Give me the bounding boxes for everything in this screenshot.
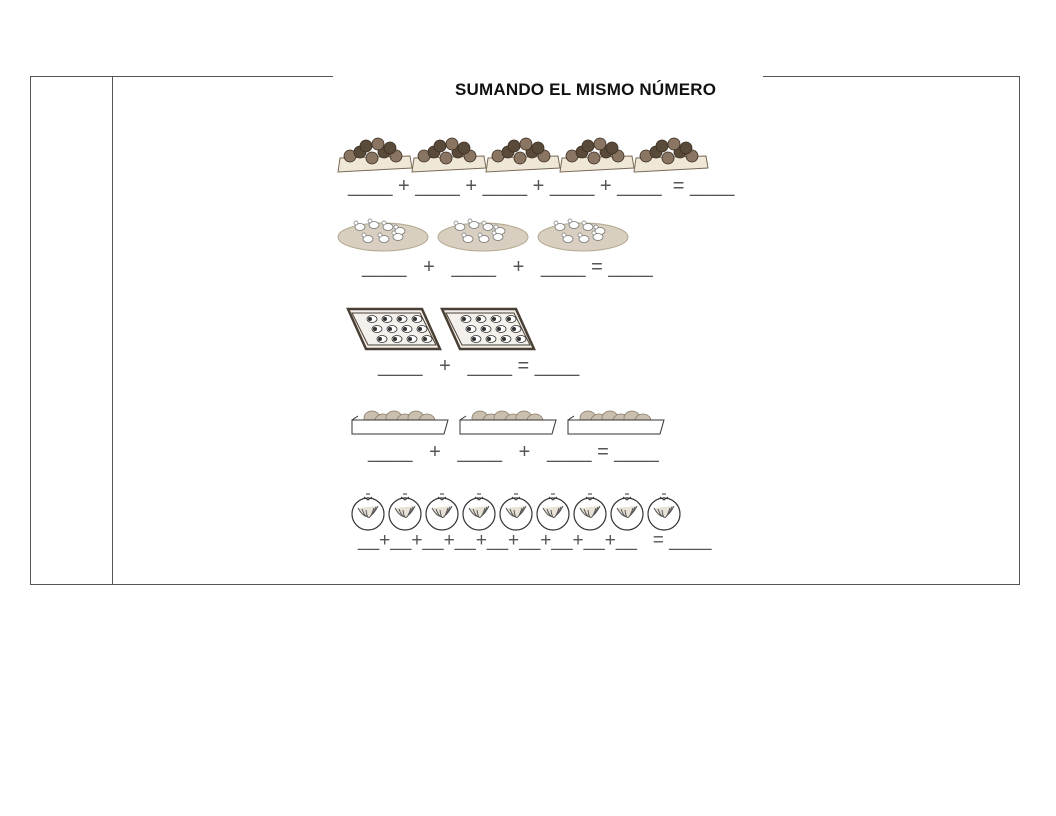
duck-ponds-illustration (338, 215, 638, 260)
equation-row-3: ____ + ____ = ____ (378, 355, 580, 377)
apple-crate-item (560, 138, 634, 172)
banana-bag-item (648, 494, 680, 530)
banana-bags-illustration (350, 490, 690, 530)
cow-pen-item (442, 309, 534, 349)
bread-tray-item (460, 411, 556, 434)
bread-tray-item (352, 411, 448, 434)
banana-bag-item (389, 494, 421, 530)
bread-trays-illustration (350, 408, 680, 440)
duck-pond-item (538, 219, 628, 251)
banana-bag-item (574, 494, 606, 530)
apple-crate-item (412, 138, 486, 172)
duck-pond-item (338, 219, 428, 251)
equation-row-2: ____ + ____ + ____ = ____ (362, 256, 653, 278)
cow-pen-item (348, 309, 440, 349)
equation-row-1: ____ + ____ + ____ + ____ + ____ = ____ (348, 175, 735, 197)
banana-bag-item (463, 494, 495, 530)
bread-tray-item (568, 411, 664, 434)
equation-row-5: __+__+__+__+__+__+__+__+__ = ____ (358, 530, 712, 551)
duck-pond-item (438, 219, 528, 251)
banana-bag-item (611, 494, 643, 530)
banana-bag-item (537, 494, 569, 530)
apple-crate-item (338, 138, 412, 172)
apple-crate-item (486, 138, 560, 172)
table-column-divider (112, 76, 113, 585)
apple-crate-item (634, 138, 708, 172)
banana-bag-item (500, 494, 532, 530)
worksheet-title: SUMANDO EL MISMO NÚMERO (455, 80, 717, 99)
equation-row-4: ____ + ____ + ____ = ____ (368, 441, 659, 463)
cow-pens-illustration (346, 305, 546, 357)
banana-bag-item (426, 494, 458, 530)
banana-bag-item (352, 494, 384, 530)
apple-crates-illustration (338, 134, 728, 174)
